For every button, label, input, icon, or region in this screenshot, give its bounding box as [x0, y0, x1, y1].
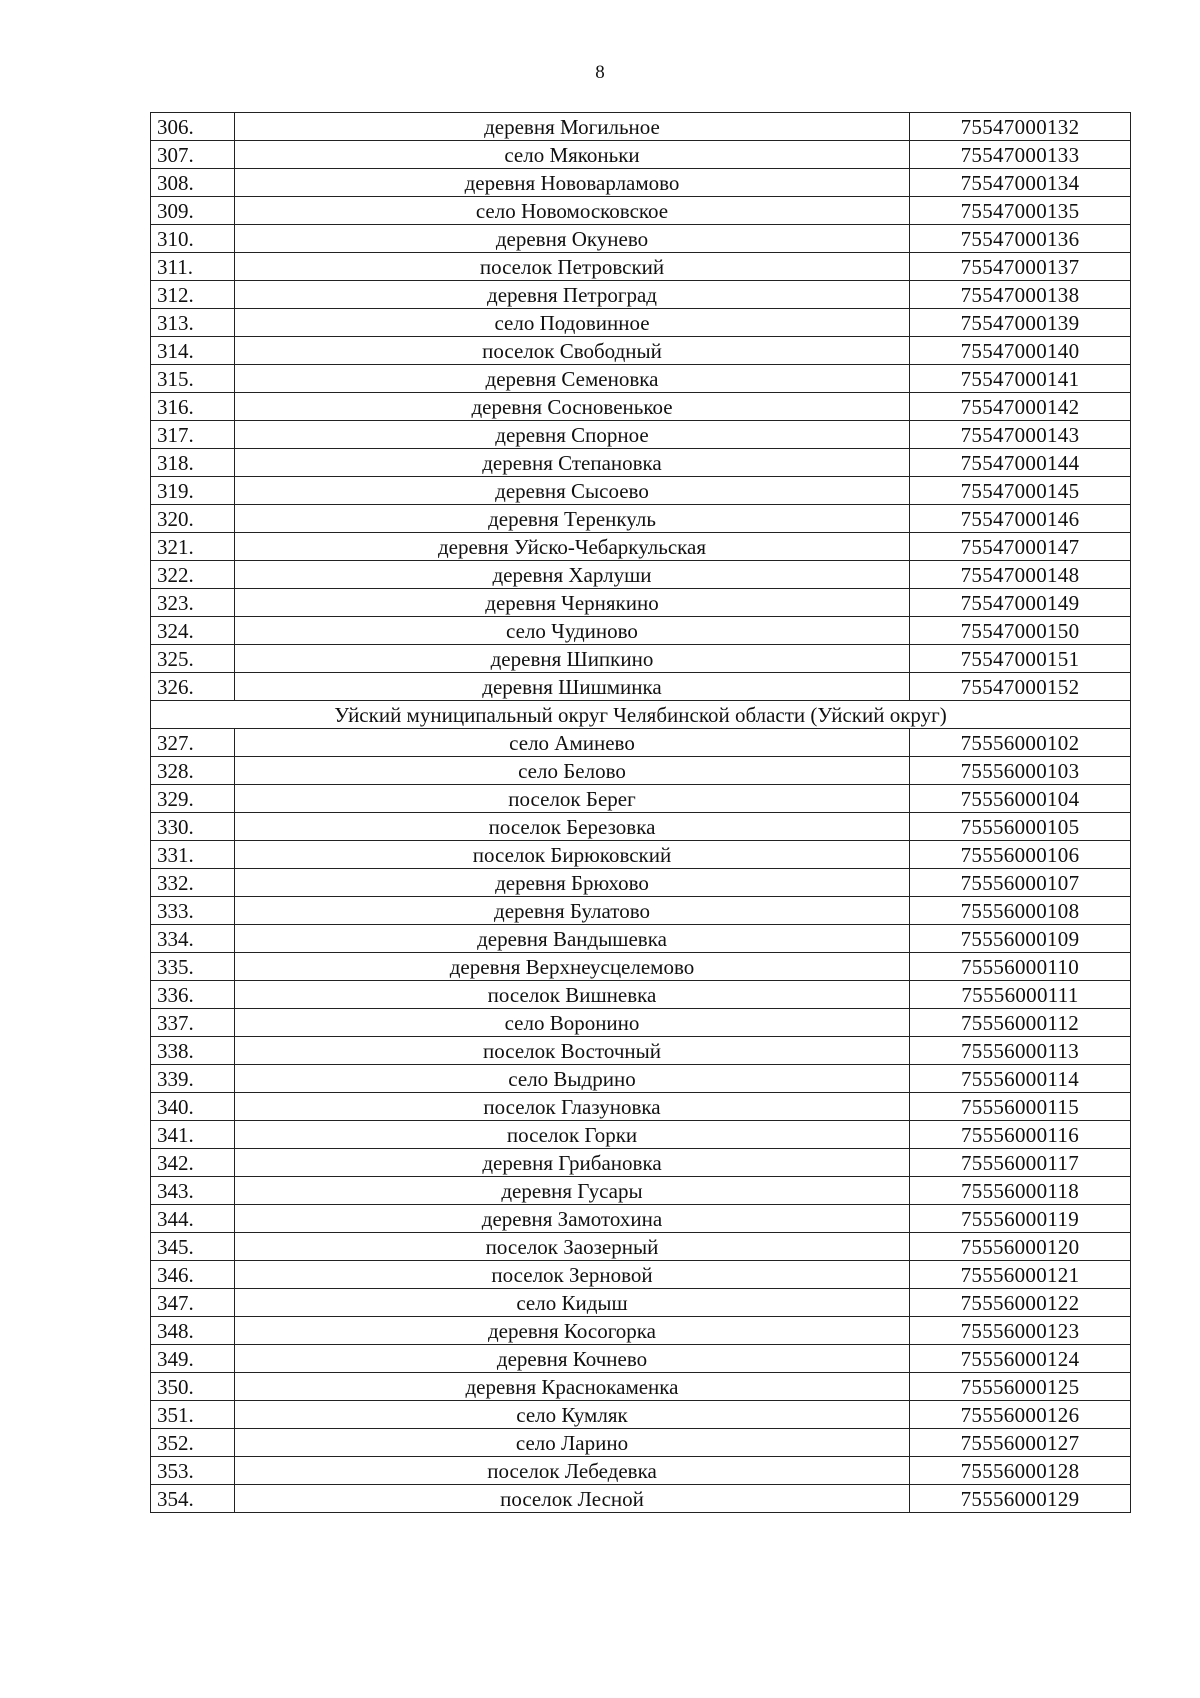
settlement-name: поселок Берег: [235, 785, 910, 813]
row-number: 351.: [151, 1401, 235, 1429]
table-row: [151, 645, 1131, 673]
settlement-name: поселок Петровский: [235, 253, 910, 281]
settlement-name: поселок Горки: [235, 1121, 910, 1149]
row-number: 308.: [151, 169, 235, 197]
row-number: 343.: [151, 1177, 235, 1205]
row-number: 337.: [151, 1009, 235, 1037]
oktmo-code: 75547000133: [910, 141, 1131, 169]
table-row: [151, 617, 1131, 645]
table-body-block-b: [151, 729, 1131, 1513]
table-row: [151, 953, 1131, 981]
settlement-name: деревня Уйско-Чебаркульская: [235, 533, 910, 561]
table-row: [151, 337, 1131, 365]
settlement-name: село Ларино: [235, 1429, 910, 1457]
table-row: [151, 925, 1131, 953]
oktmo-code: 75556000115: [910, 1093, 1131, 1121]
oktmo-code: 75547000151: [910, 645, 1131, 673]
settlement-name: деревня Кочнево: [235, 1345, 910, 1373]
settlement-name: село Подовинное: [235, 309, 910, 337]
table-row: [151, 1233, 1131, 1261]
table-row: [151, 1261, 1131, 1289]
oktmo-code: 75547000143: [910, 421, 1131, 449]
row-number: 336.: [151, 981, 235, 1009]
table-row: [151, 1317, 1131, 1345]
table-row: [151, 841, 1131, 869]
oktmo-code: 75556000126: [910, 1401, 1131, 1429]
table-row: [151, 1177, 1131, 1205]
oktmo-code: 75556000105: [910, 813, 1131, 841]
row-number: 320.: [151, 505, 235, 533]
row-number: 321.: [151, 533, 235, 561]
row-number: 330.: [151, 813, 235, 841]
row-number: 335.: [151, 953, 235, 981]
oktmo-code: 75556000116: [910, 1121, 1131, 1149]
row-number: 311.: [151, 253, 235, 281]
row-number: 339.: [151, 1065, 235, 1093]
row-number: 348.: [151, 1317, 235, 1345]
row-number: 307.: [151, 141, 235, 169]
oktmo-code: 75556000112: [910, 1009, 1131, 1037]
row-number: 347.: [151, 1289, 235, 1317]
settlement-name: деревня Сосновенькое: [235, 393, 910, 421]
table-row: [151, 1205, 1131, 1233]
settlement-name: поселок Восточный: [235, 1037, 910, 1065]
settlement-name: деревня Краснокаменка: [235, 1373, 910, 1401]
settlement-name: деревня Теренкуль: [235, 505, 910, 533]
row-number: 333.: [151, 897, 235, 925]
row-number: 316.: [151, 393, 235, 421]
oktmo-code: 75547000146: [910, 505, 1131, 533]
settlement-name: деревня Окунево: [235, 225, 910, 253]
oktmo-code: 75556000117: [910, 1149, 1131, 1177]
table-row: [151, 169, 1131, 197]
oktmo-code: 75556000125: [910, 1373, 1131, 1401]
row-number: 319.: [151, 477, 235, 505]
settlement-name: деревня Чернякино: [235, 589, 910, 617]
page-number: 8: [595, 62, 605, 83]
oktmo-code: 75556000108: [910, 897, 1131, 925]
table-row: [151, 1121, 1131, 1149]
row-number: 352.: [151, 1429, 235, 1457]
oktmo-code: 75547000150: [910, 617, 1131, 645]
oktmo-code: 75547000132: [910, 113, 1131, 141]
settlement-name: поселок Лесной: [235, 1485, 910, 1513]
oktmo-code: 75556000104: [910, 785, 1131, 813]
settlement-name: деревня Сысоево: [235, 477, 910, 505]
oktmo-code: 75547000144: [910, 449, 1131, 477]
row-number: 349.: [151, 1345, 235, 1373]
oktmo-code: 75556000127: [910, 1429, 1131, 1457]
oktmo-code: 75547000136: [910, 225, 1131, 253]
settlement-name: деревня Вандышевка: [235, 925, 910, 953]
table-row: [151, 1289, 1131, 1317]
settlement-name: деревня Могильное: [235, 113, 910, 141]
settlement-name: деревня Верхнеусцелемово: [235, 953, 910, 981]
settlement-name: деревня Шипкино: [235, 645, 910, 673]
oktmo-code: 75556000102: [910, 729, 1131, 757]
settlement-name: поселок Бирюковский: [235, 841, 910, 869]
settlement-name: деревня Спорное: [235, 421, 910, 449]
row-number: 350.: [151, 1373, 235, 1401]
settlement-name: поселок Заозерный: [235, 1233, 910, 1261]
table-row: [151, 365, 1131, 393]
table-row: [151, 533, 1131, 561]
section-heading-row: [151, 701, 1131, 729]
table-row: [151, 1485, 1131, 1513]
row-number: 317.: [151, 421, 235, 449]
oktmo-code: 75547000137: [910, 253, 1131, 281]
table-row: [151, 1401, 1131, 1429]
table-row: [151, 561, 1131, 589]
settlement-name: деревня Харлуши: [235, 561, 910, 589]
row-number: 313.: [151, 309, 235, 337]
settlement-name: деревня Семеновка: [235, 365, 910, 393]
row-number: 353.: [151, 1457, 235, 1485]
oktmo-code: 75547000141: [910, 365, 1131, 393]
table-row: [151, 1429, 1131, 1457]
table-row: [151, 449, 1131, 477]
row-number: 318.: [151, 449, 235, 477]
row-number: 314.: [151, 337, 235, 365]
settlement-name: село Белово: [235, 757, 910, 785]
row-number: 324.: [151, 617, 235, 645]
row-number: 331.: [151, 841, 235, 869]
row-number: 312.: [151, 281, 235, 309]
row-number: 315.: [151, 365, 235, 393]
row-number: 344.: [151, 1205, 235, 1233]
table-row: [151, 141, 1131, 169]
row-number: 341.: [151, 1121, 235, 1149]
table-row: [151, 113, 1131, 141]
oktmo-code: 75556000103: [910, 757, 1131, 785]
table-row: [151, 281, 1131, 309]
table-row: [151, 785, 1131, 813]
settlement-name: поселок Глазуновка: [235, 1093, 910, 1121]
table-row: [151, 981, 1131, 1009]
oktmo-code: 75547000142: [910, 393, 1131, 421]
row-number: 354.: [151, 1485, 235, 1513]
table-row: [151, 757, 1131, 785]
table-row: [151, 1457, 1131, 1485]
settlement-name: деревня Гусары: [235, 1177, 910, 1205]
oktmo-code: 75556000124: [910, 1345, 1131, 1373]
settlement-name: поселок Лебедевка: [235, 1457, 910, 1485]
oktmo-code: 75547000134: [910, 169, 1131, 197]
settlement-name: село Выдрино: [235, 1065, 910, 1093]
row-number: 310.: [151, 225, 235, 253]
oktmo-code: 75547000147: [910, 533, 1131, 561]
row-number: 329.: [151, 785, 235, 813]
settlement-registry-table: [150, 112, 1131, 1513]
oktmo-code: 75547000145: [910, 477, 1131, 505]
oktmo-code: 75556000120: [910, 1233, 1131, 1261]
settlement-name: деревня Степановка: [235, 449, 910, 477]
settlement-name: деревня Брюхово: [235, 869, 910, 897]
row-number: 306.: [151, 113, 235, 141]
row-number: 340.: [151, 1093, 235, 1121]
row-number: 346.: [151, 1261, 235, 1289]
settlement-name: деревня Шишминка: [235, 673, 910, 701]
row-number: 309.: [151, 197, 235, 225]
oktmo-code: 75547000135: [910, 197, 1131, 225]
row-number: 326.: [151, 673, 235, 701]
settlement-name: село Новомосковское: [235, 197, 910, 225]
settlement-name: деревня Булатово: [235, 897, 910, 925]
table-row: [151, 393, 1131, 421]
oktmo-code: 75547000149: [910, 589, 1131, 617]
row-number: 327.: [151, 729, 235, 757]
oktmo-code: 75547000140: [910, 337, 1131, 365]
settlement-name: село Аминево: [235, 729, 910, 757]
oktmo-code: 75547000139: [910, 309, 1131, 337]
settlement-name: деревня Замотохина: [235, 1205, 910, 1233]
oktmo-code: 75556000107: [910, 869, 1131, 897]
oktmo-code: 75556000109: [910, 925, 1131, 953]
settlement-name: поселок Березовка: [235, 813, 910, 841]
settlement-name: село Воронино: [235, 1009, 910, 1037]
table-row: [151, 897, 1131, 925]
row-number: 332.: [151, 869, 235, 897]
row-number: 338.: [151, 1037, 235, 1065]
row-number: 328.: [151, 757, 235, 785]
table-row: [151, 253, 1131, 281]
oktmo-code: 75556000118: [910, 1177, 1131, 1205]
oktmo-code: 75556000121: [910, 1261, 1131, 1289]
table-row: [151, 1373, 1131, 1401]
table-row: [151, 813, 1131, 841]
oktmo-code: 75556000111: [910, 981, 1131, 1009]
oktmo-code: 75556000129: [910, 1485, 1131, 1513]
row-number: 334.: [151, 925, 235, 953]
section-heading: Уйский муниципальный округ Челябинской области (Уйский округ): [151, 701, 1131, 729]
table-row: [151, 197, 1131, 225]
settlement-name: поселок Зерновой: [235, 1261, 910, 1289]
oktmo-code: 75547000148: [910, 561, 1131, 589]
table-row: [151, 1345, 1131, 1373]
table-row: [151, 673, 1131, 701]
table-row: [151, 1037, 1131, 1065]
oktmo-code: 75556000106: [910, 841, 1131, 869]
table-body-block-a: [151, 113, 1131, 701]
table-row: [151, 729, 1131, 757]
table-row: [151, 309, 1131, 337]
row-number: 323.: [151, 589, 235, 617]
table-row: [151, 1065, 1131, 1093]
settlement-name: село Мяконьки: [235, 141, 910, 169]
settlement-name: деревня Нововарламово: [235, 169, 910, 197]
oktmo-code: 75547000152: [910, 673, 1131, 701]
row-number: 325.: [151, 645, 235, 673]
oktmo-code: 75556000110: [910, 953, 1131, 981]
settlement-name: село Кидыш: [235, 1289, 910, 1317]
table-row: [151, 421, 1131, 449]
row-number: 322.: [151, 561, 235, 589]
oktmo-code: 75547000138: [910, 281, 1131, 309]
oktmo-code: 75556000114: [910, 1065, 1131, 1093]
oktmo-code: 75556000122: [910, 1289, 1131, 1317]
table-row: [151, 225, 1131, 253]
settlement-name: село Кумляк: [235, 1401, 910, 1429]
row-number: 345.: [151, 1233, 235, 1261]
table-row: [151, 1009, 1131, 1037]
settlement-name: деревня Петроград: [235, 281, 910, 309]
row-number: 342.: [151, 1149, 235, 1177]
oktmo-code: 75556000113: [910, 1037, 1131, 1065]
settlement-name: поселок Свободный: [235, 337, 910, 365]
table-row: [151, 505, 1131, 533]
oktmo-code: 75556000128: [910, 1457, 1131, 1485]
table-row: [151, 589, 1131, 617]
table-row: [151, 1093, 1131, 1121]
table-section-group: [151, 701, 1131, 729]
settlement-name: поселок Вишневка: [235, 981, 910, 1009]
table-row: [151, 1149, 1131, 1177]
settlement-name: село Чудиново: [235, 617, 910, 645]
table-row: [151, 869, 1131, 897]
settlement-name: деревня Косогорка: [235, 1317, 910, 1345]
settlement-name: деревня Грибановка: [235, 1149, 910, 1177]
oktmo-code: 75556000119: [910, 1205, 1131, 1233]
oktmo-code: 75556000123: [910, 1317, 1131, 1345]
table-row: [151, 477, 1131, 505]
